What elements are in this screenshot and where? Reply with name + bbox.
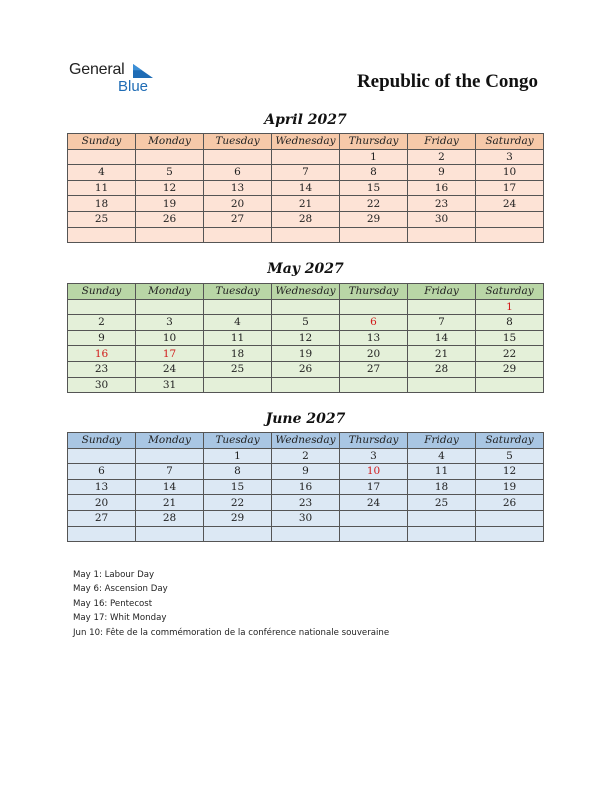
day-cell: 20: [204, 196, 272, 212]
empty-day-cell: [136, 448, 204, 464]
day-cell: 20: [68, 495, 136, 511]
day-cell: 4: [204, 315, 272, 331]
day-cell: 7: [408, 315, 476, 331]
day-cell: 14: [272, 180, 340, 196]
empty-day-cell: [272, 377, 340, 393]
day-cell: 8: [204, 464, 272, 480]
day-cell: 6: [68, 464, 136, 480]
holiday-list: [73, 568, 389, 640]
day-cell: 12: [136, 180, 204, 196]
day-cell: 8: [340, 165, 408, 181]
holiday-item: Jun 10: Fête de la commémoration de la conférence nationale souveraine: [73, 627, 390, 638]
day-cell: 5: [136, 165, 204, 181]
weekday-monday: Monday: [136, 134, 204, 150]
holiday-item: May 1: Labour Day: [73, 570, 155, 580]
day-cell: 6: [204, 165, 272, 181]
day-cell: 25: [408, 495, 476, 511]
day-cell: 26: [136, 211, 204, 227]
weekday-friday: Friday: [408, 134, 476, 150]
weekday-saturday: Saturday: [476, 433, 544, 449]
day-cell: 21: [272, 196, 340, 212]
empty-day-cell: [136, 526, 204, 542]
week-row: [68, 346, 544, 362]
month-title-april: April 2027: [264, 112, 347, 128]
day-cell: 25: [204, 361, 272, 377]
holiday-item: May 6: Ascension Day: [73, 584, 168, 595]
weekday-tuesday: Tuesday: [204, 433, 272, 449]
generalblue-logo: [69, 60, 169, 96]
empty-day-cell: [408, 377, 476, 393]
weekday-friday: Friday: [408, 284, 476, 300]
week-row: [68, 299, 544, 315]
logo-general-text: General: [69, 61, 125, 78]
day-cell: 1: [340, 149, 408, 165]
day-cell: 30: [68, 377, 136, 393]
day-cell: 17: [340, 479, 408, 495]
weekday-header-row: [68, 134, 544, 150]
day-cell: 1: [204, 448, 272, 464]
week-row: [68, 165, 544, 181]
day-cell: 23: [408, 196, 476, 212]
day-cell: 19: [476, 479, 544, 495]
day-cell: 11: [68, 180, 136, 196]
day-cell: 4: [408, 448, 476, 464]
day-cell: 3: [136, 315, 204, 331]
calendar-april: [67, 133, 544, 243]
empty-day-cell: [476, 211, 544, 227]
logo-blue-text: Blue: [118, 78, 149, 95]
day-cell: 4: [68, 165, 136, 181]
day-cell: 19: [136, 196, 204, 212]
day-cell: 21: [408, 346, 476, 362]
empty-day-cell: [340, 227, 408, 243]
month-title-may: May 2027: [267, 261, 344, 277]
week-row: [68, 330, 544, 346]
day-cell: 29: [204, 510, 272, 526]
empty-day-cell: [68, 149, 136, 165]
week-row: [68, 479, 544, 495]
day-cell: 27: [68, 510, 136, 526]
day-cell: 28: [408, 361, 476, 377]
day-cell: 23: [272, 495, 340, 511]
weekday-thursday: Thursday: [340, 433, 408, 449]
week-row: [68, 180, 544, 196]
empty-day-cell: [340, 526, 408, 542]
weekday-sunday: Sunday: [68, 433, 136, 449]
country-title: Republic of the Congo: [356, 71, 538, 92]
empty-day-cell: [204, 526, 272, 542]
weekday-saturday: Saturday: [476, 284, 544, 300]
holiday-day-cell: 17: [136, 346, 204, 362]
day-cell: 24: [476, 196, 544, 212]
day-cell: 23: [68, 361, 136, 377]
day-cell: 29: [476, 361, 544, 377]
holiday-day-cell: 16: [68, 346, 136, 362]
empty-day-cell: [204, 299, 272, 315]
day-cell: 9: [408, 165, 476, 181]
day-cell: 21: [136, 495, 204, 511]
week-row: [68, 526, 544, 542]
week-row: [68, 495, 544, 511]
day-cell: 8: [476, 315, 544, 331]
day-cell: 26: [272, 361, 340, 377]
empty-day-cell: [136, 299, 204, 315]
empty-day-cell: [408, 510, 476, 526]
empty-day-cell: [408, 299, 476, 315]
weekday-monday: Monday: [136, 284, 204, 300]
weekday-monday: Monday: [136, 433, 204, 449]
weekday-header-row: [68, 284, 544, 300]
day-cell: 18: [68, 196, 136, 212]
day-cell: 28: [272, 211, 340, 227]
day-cell: 5: [476, 448, 544, 464]
day-cell: 9: [68, 330, 136, 346]
weekday-tuesday: Tuesday: [204, 134, 272, 150]
empty-day-cell: [136, 149, 204, 165]
weekday-sunday: Sunday: [68, 284, 136, 300]
day-cell: 2: [408, 149, 476, 165]
day-cell: 29: [340, 211, 408, 227]
day-cell: 10: [476, 165, 544, 181]
empty-day-cell: [476, 377, 544, 393]
week-row: [68, 211, 544, 227]
day-cell: 27: [204, 211, 272, 227]
holiday-day-cell: 6: [340, 315, 408, 331]
day-cell: 15: [340, 180, 408, 196]
day-cell: 14: [408, 330, 476, 346]
empty-day-cell: [204, 227, 272, 243]
empty-day-cell: [68, 526, 136, 542]
day-cell: 5: [272, 315, 340, 331]
day-cell: 18: [204, 346, 272, 362]
week-row: [68, 149, 544, 165]
day-cell: 10: [136, 330, 204, 346]
holiday-item: May 16: Pentecost: [73, 598, 153, 609]
day-cell: 22: [340, 196, 408, 212]
day-cell: 12: [476, 464, 544, 480]
holiday-item: May 17: Whit Monday: [73, 613, 167, 624]
logo-triangle-icon: [133, 64, 153, 78]
day-cell: 27: [340, 361, 408, 377]
week-row: [68, 227, 544, 243]
day-cell: 16: [408, 180, 476, 196]
holiday-day-cell: 10: [340, 464, 408, 480]
day-cell: 13: [204, 180, 272, 196]
empty-day-cell: [408, 227, 476, 243]
day-cell: 3: [476, 149, 544, 165]
empty-day-cell: [272, 227, 340, 243]
week-row: [68, 464, 544, 480]
empty-day-cell: [272, 299, 340, 315]
day-cell: 15: [204, 479, 272, 495]
day-cell: 12: [272, 330, 340, 346]
empty-day-cell: [272, 149, 340, 165]
day-cell: 11: [204, 330, 272, 346]
week-row: [68, 361, 544, 377]
month-title-june: June 2027: [265, 411, 346, 427]
weekday-sunday: Sunday: [68, 134, 136, 150]
week-row: [68, 196, 544, 212]
week-row: [68, 510, 544, 526]
day-cell: 15: [476, 330, 544, 346]
week-row: [68, 377, 544, 393]
empty-day-cell: [340, 377, 408, 393]
empty-day-cell: [68, 299, 136, 315]
day-cell: 11: [408, 464, 476, 480]
weekday-wednesday: Wednesday: [272, 433, 340, 449]
day-cell: 22: [476, 346, 544, 362]
day-cell: 19: [272, 346, 340, 362]
empty-day-cell: [340, 510, 408, 526]
day-cell: 25: [68, 211, 136, 227]
empty-day-cell: [68, 448, 136, 464]
day-cell: 20: [340, 346, 408, 362]
day-cell: 22: [204, 495, 272, 511]
day-cell: 30: [408, 211, 476, 227]
weekday-tuesday: Tuesday: [204, 284, 272, 300]
weekday-header-row: [68, 433, 544, 449]
day-cell: 9: [272, 464, 340, 480]
week-row: [68, 315, 544, 331]
empty-day-cell: [136, 227, 204, 243]
empty-day-cell: [476, 510, 544, 526]
empty-day-cell: [476, 227, 544, 243]
empty-day-cell: [408, 526, 476, 542]
day-cell: 2: [272, 448, 340, 464]
empty-day-cell: [204, 149, 272, 165]
day-cell: 13: [340, 330, 408, 346]
empty-day-cell: [272, 526, 340, 542]
day-cell: 7: [136, 464, 204, 480]
empty-day-cell: [68, 227, 136, 243]
calendar-june: [67, 432, 544, 542]
day-cell: 28: [136, 510, 204, 526]
day-cell: 24: [136, 361, 204, 377]
day-cell: 17: [476, 180, 544, 196]
empty-day-cell: [476, 526, 544, 542]
weekday-wednesday: Wednesday: [272, 284, 340, 300]
day-cell: 26: [476, 495, 544, 511]
weekday-thursday: Thursday: [340, 134, 408, 150]
day-cell: 14: [136, 479, 204, 495]
day-cell: 3: [340, 448, 408, 464]
day-cell: 18: [408, 479, 476, 495]
calendar-may: [67, 283, 544, 393]
day-cell: 7: [272, 165, 340, 181]
day-cell: 16: [272, 479, 340, 495]
holiday-day-cell: 1: [476, 299, 544, 315]
day-cell: 13: [68, 479, 136, 495]
day-cell: 30: [272, 510, 340, 526]
weekday-friday: Friday: [408, 433, 476, 449]
weekday-thursday: Thursday: [340, 284, 408, 300]
weekday-wednesday: Wednesday: [272, 134, 340, 150]
day-cell: 24: [340, 495, 408, 511]
day-cell: 31: [136, 377, 204, 393]
day-cell: 2: [68, 315, 136, 331]
empty-day-cell: [340, 299, 408, 315]
empty-day-cell: [204, 377, 272, 393]
week-row: [68, 448, 544, 464]
weekday-saturday: Saturday: [476, 134, 544, 150]
